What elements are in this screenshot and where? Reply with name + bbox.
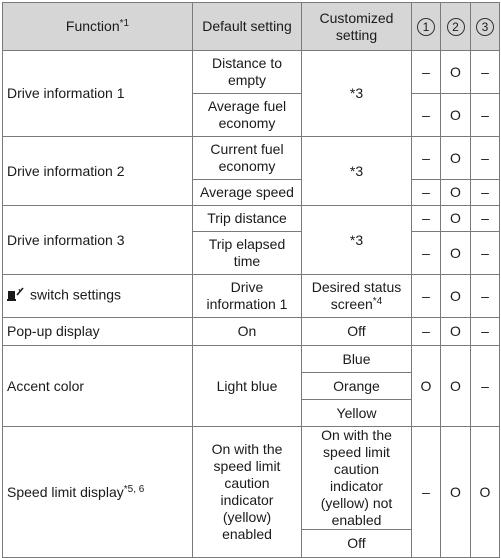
col3-cell: – [471, 180, 500, 206]
col1-cell: – [412, 275, 441, 318]
col3-cell: – [471, 94, 500, 137]
col1-cell: O [412, 346, 441, 427]
col2-cell: O [441, 51, 471, 94]
table-row [3, 346, 500, 373]
function-accent-color: Accent color [3, 346, 193, 427]
function-switch-settings [3, 275, 193, 318]
display-switch-icon [7, 286, 24, 306]
circled-number-2: 2 [447, 18, 465, 36]
customized-cell: *3 [302, 51, 412, 137]
col2-cell: O [441, 346, 471, 427]
customized-option: Blue [302, 346, 412, 373]
col3-cell: – [471, 346, 500, 427]
col1-cell: – [412, 180, 441, 206]
function-drive-information-3: Drive information 3 [3, 206, 193, 275]
col1-cell: – [412, 206, 441, 232]
header-function: Function$^{*1}$ [3, 3, 193, 51]
col2-cell: O [441, 137, 471, 180]
customized-cell: *3 [302, 137, 412, 206]
col3-cell: – [471, 51, 500, 94]
col3-cell: – [471, 232, 500, 275]
col1-cell: – [412, 137, 441, 180]
col3-cell: – [471, 206, 500, 232]
header-customized-setting: Customized setting [302, 3, 412, 51]
function-speed-limit-display: Speed limit display$^{*5, 6}$ [3, 427, 193, 558]
col2-cell: O [441, 232, 471, 275]
function-popup-display: Pop-up display [3, 318, 193, 346]
col1-cell: – [412, 232, 441, 275]
customized-option: Off [302, 530, 412, 558]
default-cell: Distance to empty [193, 51, 302, 94]
default-cell: On [193, 318, 302, 346]
col1-cell: – [412, 51, 441, 94]
settings-table [2, 2, 500, 558]
header-col-1 [412, 3, 441, 51]
header-col-3 [471, 3, 500, 51]
col2-cell: O [441, 94, 471, 137]
col1-cell: – [412, 94, 441, 137]
function-drive-information-2: Drive information 2 [3, 137, 193, 206]
default-cell: Average fuel economy [193, 94, 302, 137]
default-cell: Light blue [193, 346, 302, 427]
default-cell: Drive information 1 [193, 275, 302, 318]
table-row [3, 318, 500, 346]
header-row [3, 3, 500, 51]
function-drive-information-1: Drive information 1 [3, 51, 193, 137]
default-cell: Trip elapsed time [193, 232, 302, 275]
header-col-2 [441, 3, 471, 51]
col2-cell: O [441, 318, 471, 346]
table-row [3, 51, 500, 94]
col2-cell: O [441, 275, 471, 318]
default-cell: Average speed [193, 180, 302, 206]
col1-cell: – [412, 318, 441, 346]
col2-cell: O [441, 206, 471, 232]
default-cell: On with the speed limit caution indicator (yellow) enabled [193, 427, 302, 558]
col2-cell: O [441, 180, 471, 206]
circled-number-1: 1 [417, 18, 435, 36]
customized-cell: Off [302, 318, 412, 346]
circled-number-3: 3 [476, 18, 494, 36]
customized-cell: *3 [302, 206, 412, 275]
col3-cell: – [471, 318, 500, 346]
col3-cell: – [471, 275, 500, 318]
col2-cell: O [441, 427, 471, 558]
col1-cell: – [412, 427, 441, 558]
customized-option: Orange [302, 373, 412, 400]
col3-cell: O [471, 427, 500, 558]
table-row [3, 137, 500, 180]
header-default-setting: Default setting [193, 3, 302, 51]
switch-settings-label: switch settings [30, 286, 122, 303]
default-cell: Trip distance [193, 206, 302, 232]
table-row [3, 427, 500, 530]
customized-option: On with the speed limit caution indicator (yellow) not enabled [302, 427, 412, 530]
customized-option: Yellow [302, 400, 412, 427]
table-row [3, 206, 500, 232]
customized-cell: Desired status screen$^{*4}$ [302, 275, 412, 318]
table-row [3, 275, 500, 318]
default-cell: Current fuel economy [193, 137, 302, 180]
col3-cell: – [471, 137, 500, 180]
